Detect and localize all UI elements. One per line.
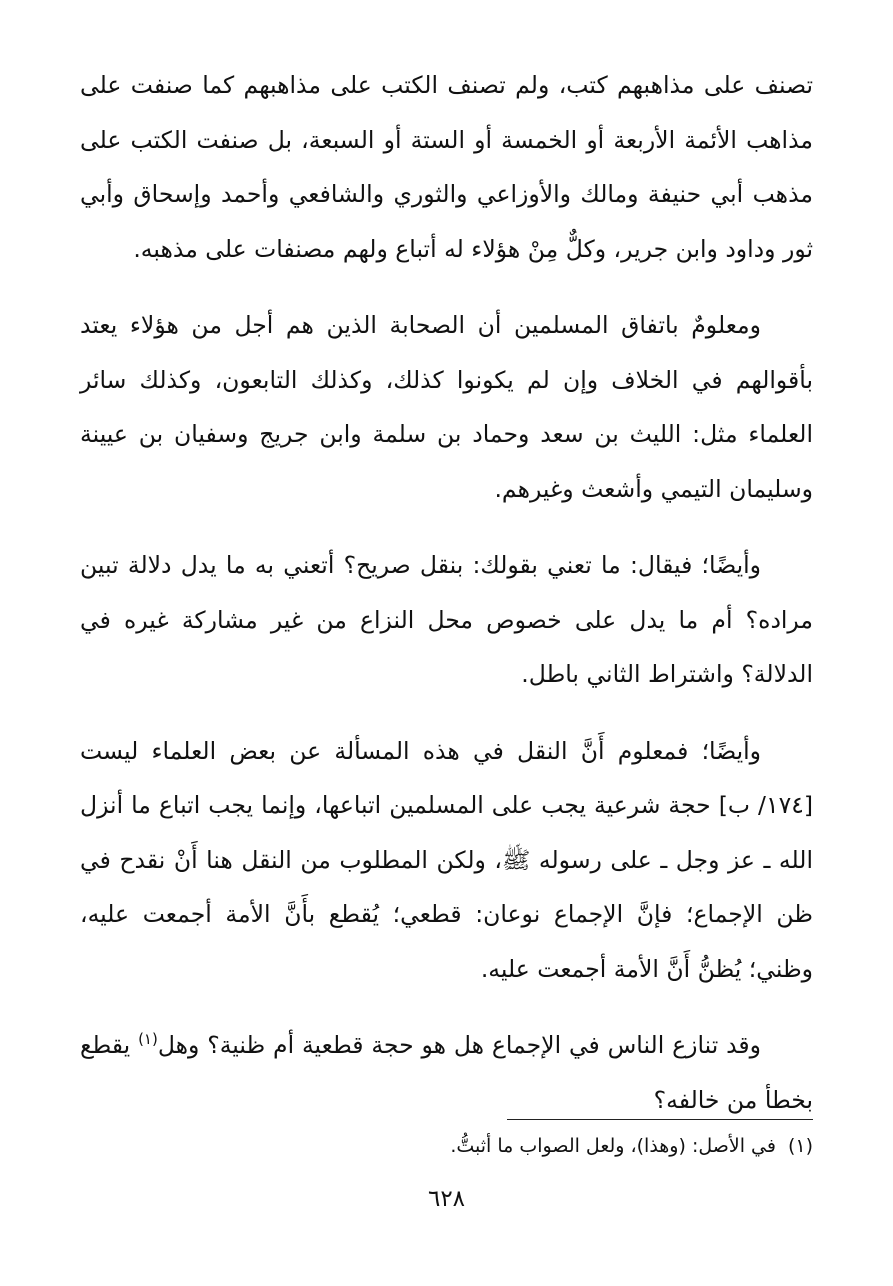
footnote <box>80 1126 813 1166</box>
paragraph-5 <box>80 1018 813 1127</box>
paragraph-4: وأيضًا؛ فمعلوم أَنَّ النقل في هذه المسألة عن بعض العلماء ليست [١٧٤/ ب] حجة شرعية يجب على المسلمين اتباعها، وإنما يجب اتباع ما أنزل الله ـ عز وجل ـ على رسوله ﷺ، ولكن المطلوب من النقل هنا أَنْ نقدح في ظن الإجماع؛ فإنَّ الإجماع نوعان: قطعي؛ يُقطع بأَنَّ الأمة أجمعت عليه، وظني؛ يُظنُّ أَنَّ الأمة أجمعت عليه. <box>80 736 813 983</box>
paragraph-5-text-end: يقطع بخطأ من خالفه؟ <box>80 1031 813 1114</box>
footnote-reference: (١) <box>138 1030 158 1048</box>
footnote-number: (١) <box>787 1135 813 1157</box>
footnote-text: في الأصل: (وهذا)، ولعل الصواب ما أثبتُّ. <box>450 1135 776 1157</box>
page-number: ٦٢٨ <box>427 1186 466 1212</box>
paragraph-5-text-start: وقد تنازع الناس في الإجماع هل هو حجة قطعية أم ظنية؟ وهل <box>157 1031 761 1059</box>
footnote-divider <box>507 1119 813 1120</box>
paragraph-1: تصنف على مذاهبهم كتب، ولم تصنف الكتب على مذاهبهم كما صنفت على مذاهب الأئمة الأربعة أو الخمسة أو الستة أو السبعة، بل صنفت الكتب على مذهب أبي حنيفة ومالك والأوزاعي والثوري والشافعي وأحمد وإسحاق وأبي ثور وداود وابن جرير، وكلٌّ مِنْ هؤلاء له أتباع ولهم مصنفات على مذهبه. <box>80 71 813 263</box>
paragraph-2: ومعلومٌ باتفاق المسلمين أن الصحابة الذين هم أجل من هؤلاء يعتد بأقوالهم في الخلاف وإن لم يكونوا كذلك، وكذلك التابعون، وكذلك سائر العلماء مثل: الليث بن سعد وحماد بن سلمة وابن جريج وسفيان بن عيينة وسليمان التيمي وأشعث وغيرهم. <box>80 311 813 503</box>
page-body <box>80 58 813 1149</box>
paragraph-3: وأيضًا؛ فيقال: ما تعني بقولك: بنقل صريح؟ أتعني به ما يدل دلالة تبين مراده؟ أم ما يدل على خصوص محل النزاع من غير مشاركة غيره في الدلالة؟ واشتراط الثاني باطل. <box>80 551 813 688</box>
